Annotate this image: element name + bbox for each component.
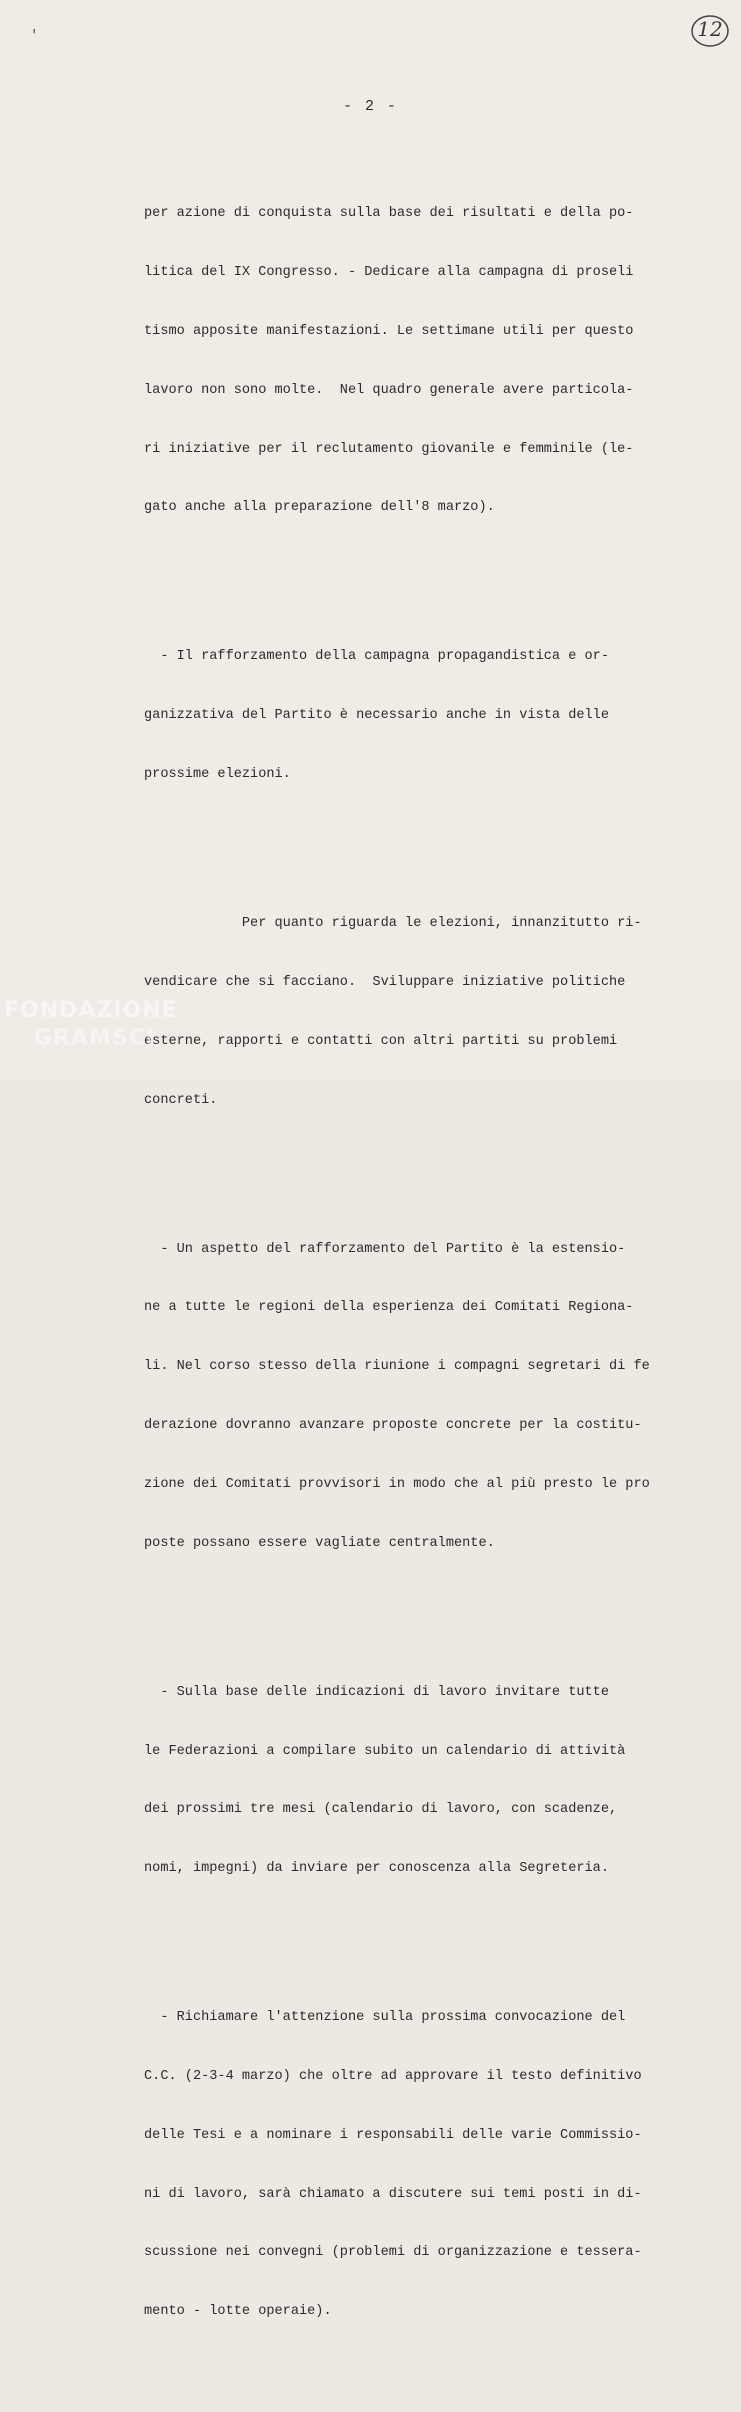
text-line: le Federazioni a compilare subito un calendario di attività (144, 1743, 626, 1759)
text-line: scussione nei convegni (problemi di organizzazione e tessera- (144, 2245, 642, 2261)
text-line: poste possano essere vagliate centralmente. (144, 1535, 495, 1551)
text-line: zione dei Comitati provvisori in modo che al più presto le pro (144, 1476, 650, 1492)
text-line: litica del IX Congresso. - Dedicare alla campagna di proseli (144, 265, 634, 281)
text-line: per azione di conquista sulla base dei risultati e della po- (144, 206, 634, 222)
text-line: - Sulla base delle indicazioni di lavoro invitare tutte (144, 1684, 609, 1700)
watermark-line-1: FONDAZIONE (4, 998, 178, 1023)
watermark-line-2: GRAMSCI (34, 1026, 156, 1051)
text-line: mento - lotte operaie). (144, 2304, 332, 2320)
circled-number-text: 12 (697, 17, 723, 41)
typed-body (144, 126, 704, 2412)
text-line: concreti. (144, 1092, 218, 1108)
text-line: ganizzativa del Partito è necessario anche in vista delle (144, 708, 609, 724)
text-line: Per quanto riguarda le elezioni, innanzitutto ri- (144, 916, 642, 932)
corner-mark: ' (30, 28, 39, 44)
text-line: - Il rafforzamento della campagna propagandistica e or- (144, 649, 609, 665)
text-line: li. Nel corso stesso della riunione i compagni segretari di fe (144, 1359, 650, 1375)
text-line: - Richiamare l'attenzione sulla prossima convocazione del (144, 2010, 626, 2026)
paragraph-3 (144, 875, 704, 1149)
text-line: ne a tutte le regioni della esperienza dei Comitati Regiona- (144, 1300, 634, 1316)
text-line: ri iniziative per il reclutamento giovanile e femminile (le- (144, 441, 634, 457)
text-line: prossime elezioni. (144, 767, 291, 782)
text-line: C.C. (2-3-4 marzo) che oltre ad approvare il testo definitivo (144, 2069, 642, 2084)
text-line: delle Tesi e a nominare i responsabili delle varie Commissio- (144, 2127, 642, 2143)
paragraph-4 (144, 1200, 704, 1592)
text-line: nomi, impegni) da inviare per conoscenza alla Segreteria. (144, 1861, 609, 1877)
text-line: tismo apposite manifestazioni. Le settimane utili per questo (144, 323, 634, 339)
text-line: ni di lavoro, sarà chiamato a discutere sui temi posti in di- (144, 2186, 642, 2202)
text-line: - Un aspetto del rafforzamento del Partito è la estensio- (144, 1241, 626, 1257)
paragraph-6 (144, 1969, 704, 2361)
text-line: lavoro non sono molte. Nel quadro generale avere particola- (144, 382, 634, 398)
text-line: esterne, rapporti e contatti con altri partiti su problemi (144, 1033, 618, 1049)
text-line: derazione dovranno avanzare proposte concrete per la costitu- (144, 1418, 642, 1433)
text-line: gato anche alla preparazione dell'8 marzo). (144, 500, 495, 516)
paragraph-1 (144, 165, 704, 557)
text-line: vendicare che si facciano. Sviluppare iniziative politiche (144, 974, 626, 990)
circled-page-number (690, 12, 730, 50)
page-marker: - 2 - (342, 98, 398, 115)
paragraph-5 (144, 1644, 704, 1918)
paragraph-2 (144, 608, 704, 824)
text-line: dei prossimi tre mesi (calendario di lavoro, con scadenze, (144, 1802, 618, 1818)
